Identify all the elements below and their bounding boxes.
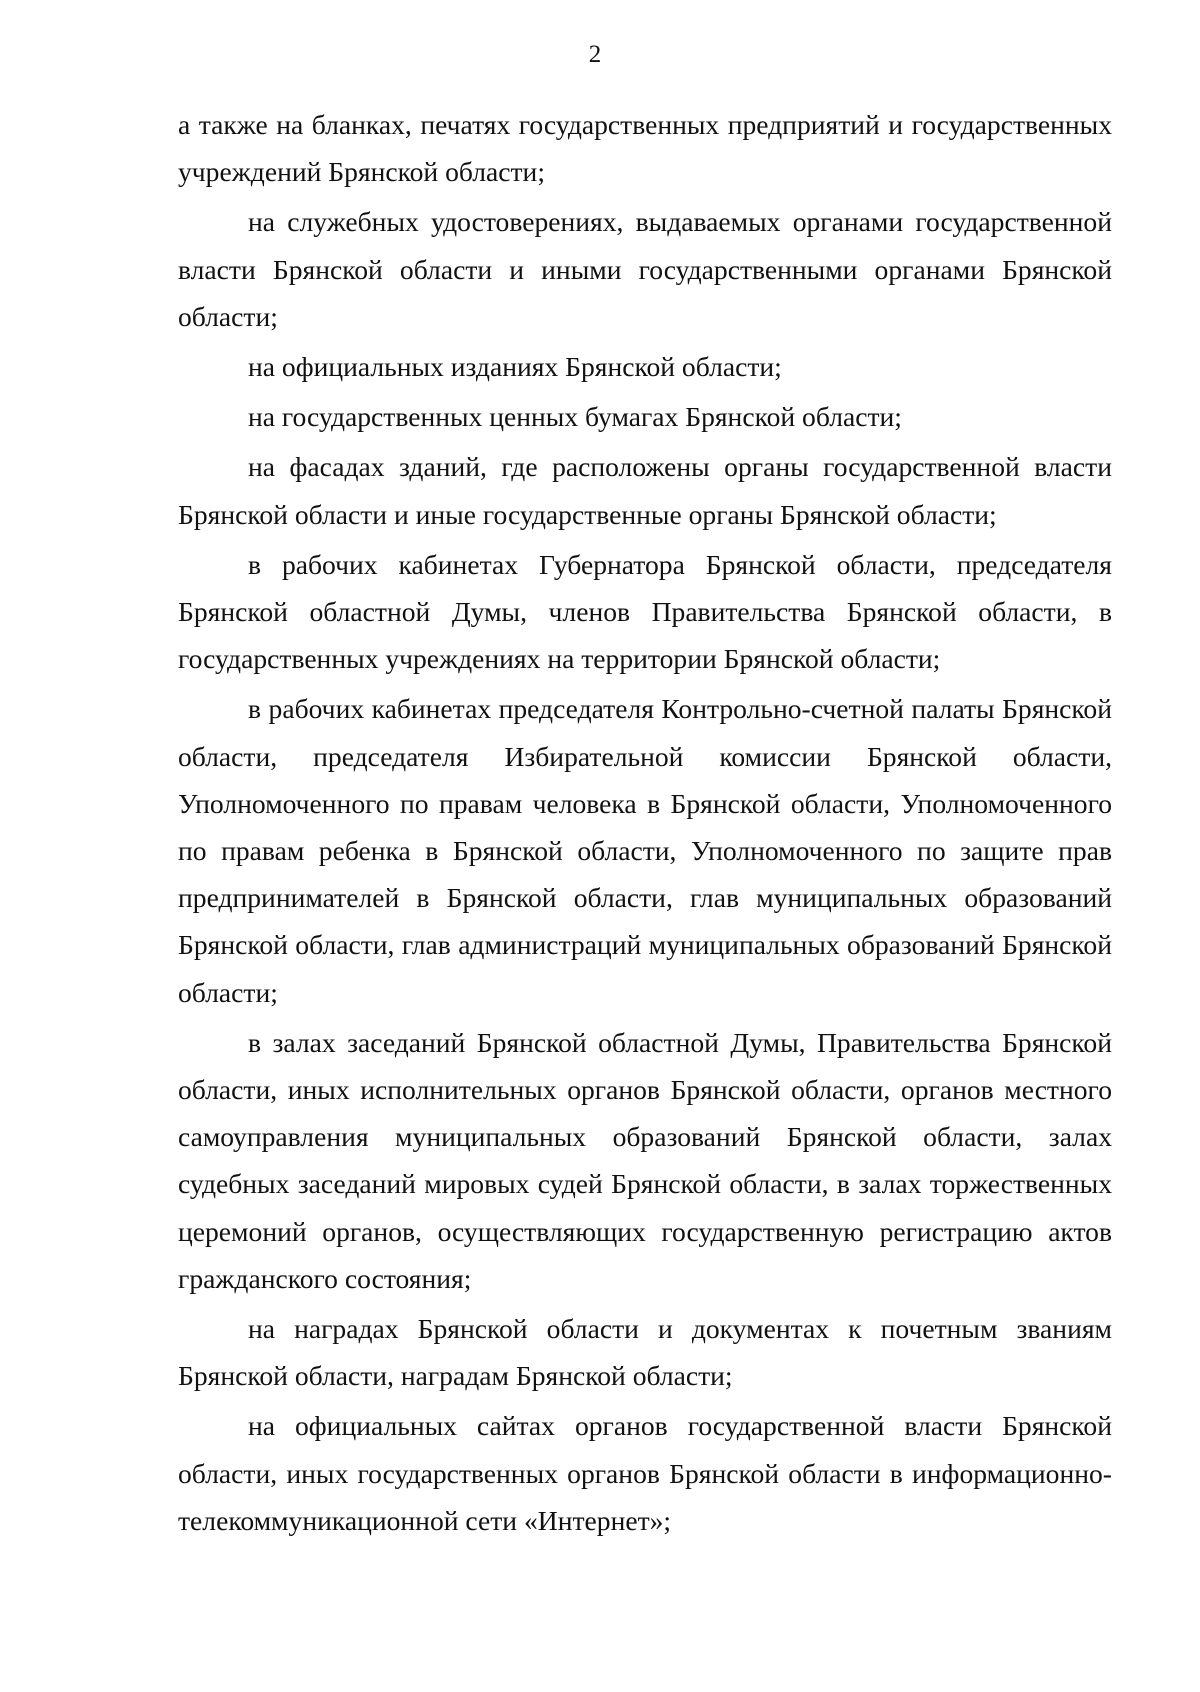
paragraph: а также на бланках, печатях государственных предприятий и государственных учреждений Брянской области;: [178, 109, 1112, 188]
paragraph: на официальных изданиях Брянской области;: [248, 351, 782, 383]
paragraph: на официальных сайтах органов государственной власти Брянской области, иных государственных органов Брянской области в информационно-телекоммуникационной сети «Интернет»;: [178, 1410, 1112, 1536]
paragraph: в залах заседаний Брянской областной Думы, Правительства Брянской области, иных исполнительных органов Брянской области, органов местного самоуправления муниципальных образований Брянской области, залах судебных заседаний мировых судей Брянской области, в залах торжественных церемоний органов, осуществляющих государственную регистрацию актов гражданского состояния;: [178, 1026, 1112, 1294]
page-number: 2: [588, 41, 602, 68]
document-body: [178, 101, 1112, 1547]
paragraph: на наградах Брянской области и документах к почетным званиям Брянской области, наградам Брянской области;: [178, 1313, 1112, 1392]
paragraph: в рабочих кабинетах Губернатора Брянской области, председателя Брянской областной Думы, членов Правительства Брянской области, в государственных учреждениях на территории Брянской области;: [178, 548, 1112, 675]
paragraph: на государственных ценных бумагах Брянской области;: [248, 401, 902, 433]
paragraph: в рабочих кабинетах председателя Контрольно-счетной палаты Брянской области, председателя Избирательной комиссии Брянской области, Уполномоченного по правам человека в Брянской области, Уполномоченного по правам ребенка в Брянской области, Уполномоченного по защите прав предпринимателей в Брянской области, глав муниципальных образований Брянской области, глав администраций муниципальных образований Брянской области;: [178, 693, 1112, 1008]
paragraph: на фасадах зданий, где расположены органы государственной власти Брянской области и иные государственные органы Брянской области;: [178, 451, 1112, 530]
paragraph: на служебных удостоверениях, выдаваемых органами государственной власти Брянской области и иными государственными органами Брянской области;: [178, 206, 1112, 332]
